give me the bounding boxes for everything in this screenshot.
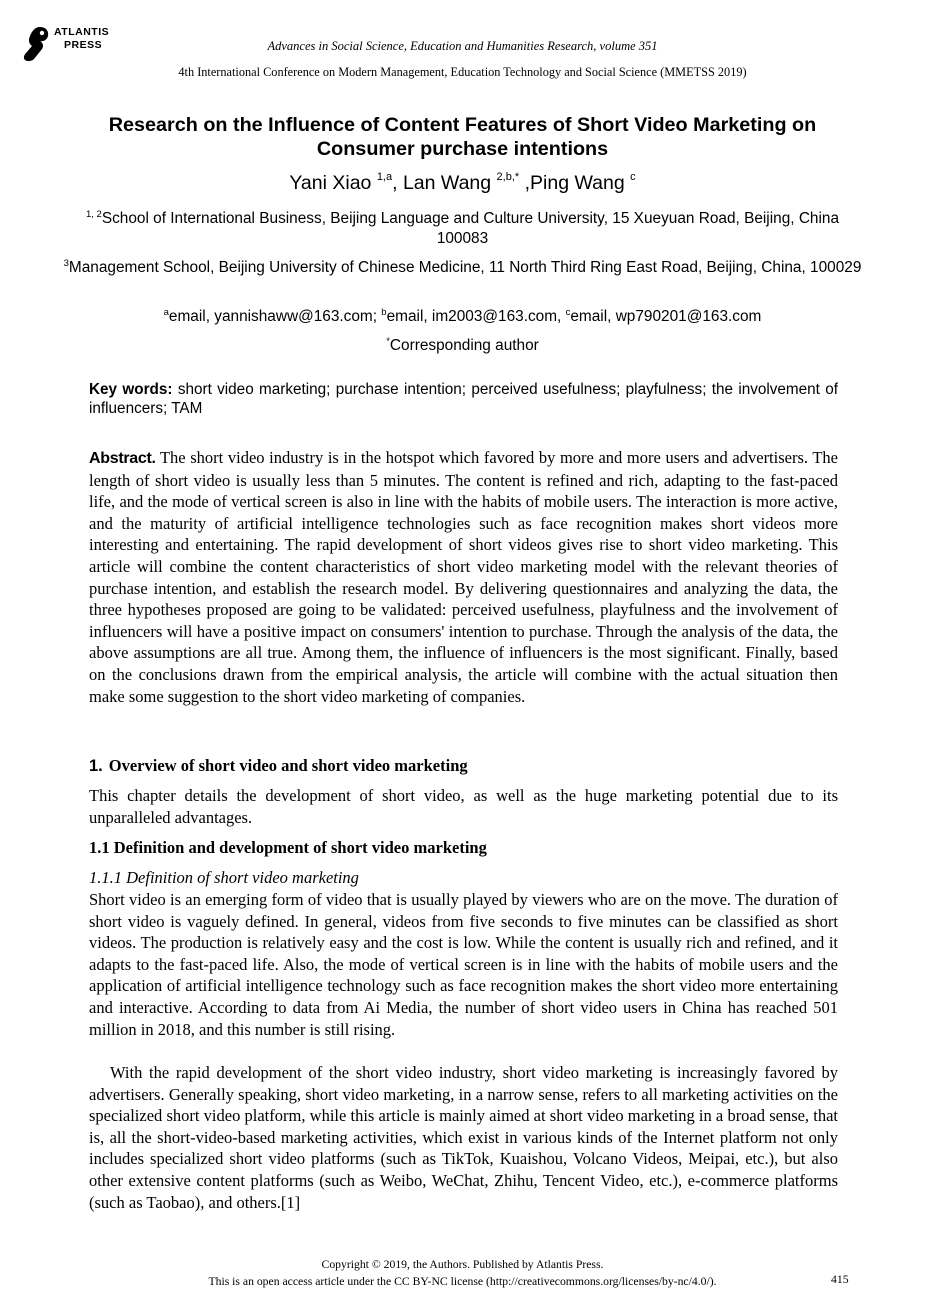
author-sup: c (630, 171, 636, 183)
paragraph-definition: Short video is an emerging form of video that is usually played by viewers who are on the move. The duration of short video is vaguely defined. In general, videos from five seconds to five minutes can be classified as short videos. The production is relatively easy and the cost is low. While the content is usually rich and refined, and it adapts to the fast-paced life. Also, the mode of vertical screen is in line with the habits of mobile users and the application of artificial intelligence technology such as face recognition makes the short video more entertaining and interactive. According to data from Ai Media, the number of short video users in China has reached 501 million in 2018, and this number is still rising. (89, 890, 838, 1039)
logo-line-2: PRESS (64, 39, 103, 51)
paper-title: Research on the Influence of Content Features of Short Video Marketing on Consumer purchase intentions (108, 114, 817, 160)
copyright-notice: Copyright © 2019, the Authors. Published by Atlantis Press. (321, 1258, 604, 1271)
author-name: Lan Wang (402, 172, 497, 194)
email-text: email, im2003@163.com, (386, 308, 566, 325)
email-sup: b (381, 307, 387, 318)
affiliation-sup: 1, 2 (85, 209, 102, 220)
corresponding-text: Corresponding author (389, 337, 539, 354)
keywords-text: short video marketing; purchase intention; perceived usefulness; playfulness; the involvement of influencers; TAM (89, 381, 838, 417)
license-notice: This is an open access article under the CC BY-NC license (http://creativecommons.org/licenses/by-nc/4.0/). (208, 1275, 717, 1288)
author-emails (60, 303, 865, 327)
keywords-label: Key words: (89, 381, 173, 398)
paragraph-development: With the rapid development of the short video industry, short video marketing is increasingly favored by advertisers. Generally speaking, short video marketing, in a narrow sense, refers to all marketing activities on the specialized short video platform, while this article is mainly aimed at short video marketing in a broad sense, that is, all the short-video-based marketing activities, which exist in various kinds of the Internet platform not only includes specialized short video platforms (such as TikTok, Kuaishou, Volcano Videos, Meipai, etc.), but also other extensive content platforms (such as Weibo, WeChat, Zhihu, Tencent Video, etc.), e-commerce platforms (such as Taobao), and others.[1] (89, 1063, 838, 1212)
affiliation-2 (60, 254, 865, 278)
affiliation-sup: 3 (63, 258, 69, 269)
abstract (89, 447, 838, 707)
abstract-label: Abstract. (89, 450, 156, 467)
email-text: email, yannishaww@163.com; (168, 308, 382, 325)
author-name: Yani Xiao (289, 172, 377, 194)
conference-header: 4th International Conference on Modern Management, Education Technology and Social Science (MMETSS 2019) (178, 65, 747, 79)
page-number: 415 (831, 1273, 849, 1286)
section-1-title: Overview of short video and short video marketing (108, 756, 468, 775)
email-sup: a (163, 307, 169, 318)
author-sup: 2,b,* (496, 171, 520, 183)
author-list (0, 171, 925, 195)
subsection-1-1-1-heading: 1.1.1 Definition of short video marketing (89, 868, 359, 887)
journal-header: Advances in Social Science, Education and Humanities Research, volume 351 (267, 39, 658, 53)
abstract-text: The short video industry is in the hotspot which favored by more and more users and advertisers. The length of short video is usually less than 5 minutes. The content is refined and rich, adapting to the fast-paced life, and the mode of vertical screen is also in line with the habits of mobile users. The interaction is more active, and the maturity of artificial intelligence technologies such as face recognition makes short videos more interesting and entertaining. The rapid development of short videos gives rise to short video marketing. This article will combine the content characteristics of short video marketing model with the relevant theories of purchase intention, and establish the research model. By delivering questionnaires and analyzing the data, the three hypotheses proposed are going to be validated: perceived usefulness, playfulness and the involvement of influencers will have a positive impact on consumers' intention to purchase. Through the analysis of the data, the above assumptions are all true. Among them, the influence of influencers is the most significant. Finally, based on the conclusions drawn from the empirical analysis, the article will combine with the actual situation then make some suggestion to the short video marketing of companies. (89, 448, 838, 706)
affiliation-1 (60, 205, 865, 249)
section-1-intro: This chapter details the development of short video, as well as the huge marketing potential due to its unparalleled advantages. (89, 786, 838, 827)
author-separator: , (519, 172, 531, 194)
corresponding-sup: * (386, 336, 390, 347)
author-sup: 1,a (376, 171, 393, 183)
email-text: email, wp790201@163.com (570, 308, 762, 325)
subsection-1-1-heading: 1.1 Definition and development of short video marketing (89, 838, 487, 857)
email-sup: c (565, 307, 571, 318)
logo-line-1: ATLANTIS (54, 26, 110, 38)
section-1-number: 1. (89, 757, 103, 775)
author-name: Ping Wang (530, 172, 631, 194)
section-1-heading (89, 756, 468, 776)
affiliation-text: School of International Business, Beijing Language and Culture University, 15 Xueyuan Road, Beijing, China 100083 (101, 210, 840, 247)
author-separator: , (392, 172, 403, 194)
corresponding-author-note (60, 332, 865, 356)
keywords (89, 380, 838, 418)
affiliation-text: Management School, Beijing University of Chinese Medicine, 11 North Third Ring East Road, Beijing, China, 100029 (68, 259, 862, 276)
